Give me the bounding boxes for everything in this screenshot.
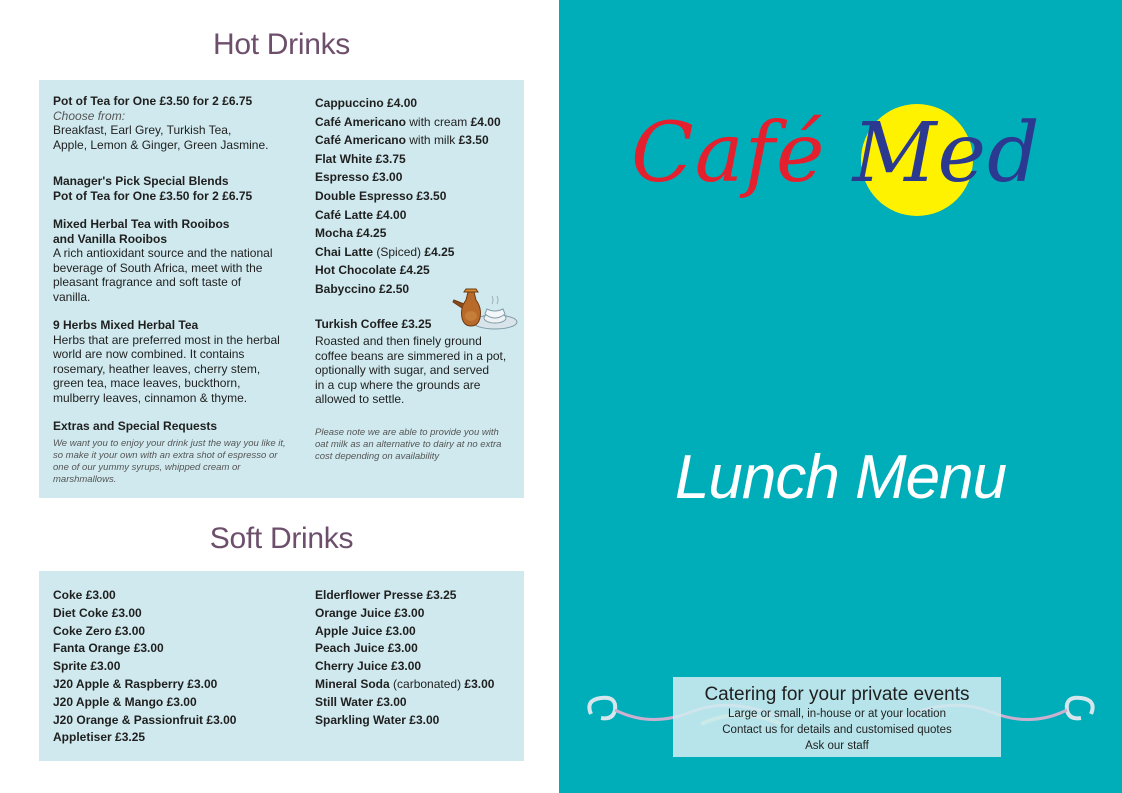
coffee-item <box>315 187 520 206</box>
soft-drink-item <box>53 623 293 641</box>
nine-herbs-desc-line: Herbs that are preferred most in the herbal <box>53 332 280 347</box>
coffee-item <box>315 243 520 262</box>
nine-herbs-desc-line: mulberry leaves, cinnamon & thyme. <box>53 390 248 405</box>
hot-drinks-panel <box>39 80 524 498</box>
coffee-name: Café Americano <box>315 114 406 129</box>
coffee-price: £3.50 <box>458 133 489 148</box>
tea-column <box>53 94 293 486</box>
drink-name: Fanta Orange <box>53 641 131 656</box>
drink-price: £3.00 <box>394 605 425 620</box>
coffee-name: Double Espresso <box>315 188 414 203</box>
coffee-name: Café Latte <box>315 207 374 222</box>
catering-box <box>673 677 1001 757</box>
managers-pick-title: Manager's Pick Special Blends <box>53 174 229 188</box>
herbal-tea-desc-line: beverage of South Africa, meet with the <box>53 260 263 275</box>
coffee-name: Mocha <box>315 226 354 241</box>
logo-med-word: Med <box>852 106 1041 201</box>
extras-title: Extras and Special Requests <box>53 419 218 433</box>
drink-price: £3.00 <box>187 676 218 691</box>
coffee-item <box>315 168 520 187</box>
soft-drink-item <box>315 658 520 676</box>
coffee-name: Hot Chocolate <box>315 263 397 278</box>
drink-price: £3.25 <box>115 730 146 745</box>
soft-drinks-panel <box>39 571 524 761</box>
drink-price: £3.00 <box>391 659 422 674</box>
drink-price: £3.00 <box>376 694 407 709</box>
coffee-name: Babyccino <box>315 281 376 296</box>
catering-title: Catering for your private events <box>704 684 970 705</box>
coffee-list <box>315 94 520 299</box>
coffee-price: £4.25 <box>399 263 430 278</box>
herbal-tea-desc-line: pleasant fragrance and soft taste of <box>53 275 242 289</box>
coffee-note: with cream <box>409 114 468 129</box>
soft-drink-item <box>53 640 293 658</box>
coffee-price: £2.50 <box>379 281 410 296</box>
drink-name: J20 Orange & Passionfruit <box>53 712 204 727</box>
soft-drinks-title: Soft Drinks <box>209 522 354 555</box>
coffee-name: Cappuccino <box>315 96 384 110</box>
oat-milk-note-line: Please note we are able to provide you with <box>315 426 499 438</box>
drink-price: £3.00 <box>206 712 237 727</box>
soft-drink-item <box>315 605 520 623</box>
soft-drink-item <box>315 676 520 694</box>
herbal-tea-desc-line: A rich antioxidant source and the national <box>53 246 273 260</box>
drink-name: Sparkling Water <box>315 712 406 727</box>
turkish-coffee-pot-icon <box>452 278 518 332</box>
hot-drinks-title: Hot Drinks <box>212 28 351 61</box>
coffee-price: £3.50 <box>416 188 447 203</box>
nine-herbs-desc-line: green tea, mace leaves, buckthorn, <box>53 376 241 390</box>
tea-pot-title: Pot of Tea for One £3.50 for 2 £6.75 <box>53 94 253 108</box>
drink-name: Still Water <box>315 694 374 709</box>
coffee-name: Espresso <box>315 170 370 185</box>
drink-name: Apple Juice <box>315 623 383 638</box>
soft-drink-item <box>53 605 293 623</box>
nine-herbs-desc-line: rosemary, heather leaves, cherry stem, <box>53 361 261 376</box>
drink-price: £3.00 <box>387 641 418 656</box>
drink-price: £3.25 <box>426 588 457 602</box>
drink-name: Diet Coke <box>53 605 109 620</box>
soft-drink-item <box>315 640 520 658</box>
logo-cafe-word: Café <box>631 106 826 201</box>
lunch-menu-heading: Lunch Menu <box>674 443 1007 512</box>
coffee-item <box>315 150 520 169</box>
herbal-tea-title: Mixed Herbal Tea with Rooibos <box>53 217 230 231</box>
tea-options-line: Breakfast, Earl Grey, Turkish Tea, <box>53 123 232 137</box>
nine-herbs-desc-line: world are now combined. It contains <box>53 347 245 361</box>
turkish-coffee-title: Turkish Coffee £3.25 <box>315 316 432 331</box>
drink-name: Coke Zero <box>53 623 112 638</box>
drink-name: J20 Apple & Mango <box>53 694 164 709</box>
drink-name: Appletiser <box>53 730 112 745</box>
extras-desc-line: so make it your own with an extra shot of espresso or <box>53 449 278 461</box>
coffee-name: Café Americano <box>315 133 406 148</box>
drink-price: £3.00 <box>111 605 142 620</box>
herbal-tea-desc-line: vanilla. <box>53 289 91 304</box>
menu-cover-page <box>559 0 1122 793</box>
soft-drink-item <box>53 587 293 605</box>
soft-drink-item <box>315 623 520 641</box>
drink-price: £3.00 <box>115 623 146 638</box>
coffee-price: £4.00 <box>387 96 418 110</box>
coffee-item <box>315 224 520 243</box>
coffee-price: £3.75 <box>375 151 406 166</box>
oat-milk-note-line: oat milk as an alternative to dairy at no extra <box>315 438 502 450</box>
herbal-tea-title: and Vanilla Rooibos <box>53 231 168 246</box>
drink-price: £3.00 <box>133 641 164 656</box>
extras-desc-line: We want you to enjoy your drink just the way you like it, <box>53 437 286 449</box>
catering-line: Contact us for details and customised quotes <box>722 724 952 736</box>
cafe-med-logo <box>629 90 1059 230</box>
coffee-item <box>315 113 520 132</box>
drink-name: Cherry Juice <box>315 659 388 674</box>
coffee-name: Chai Latte <box>315 244 374 259</box>
drink-price: £3.00 <box>166 694 197 709</box>
soft-drink-item <box>53 658 293 676</box>
soft-drink-item <box>315 587 520 605</box>
soft-drink-item <box>53 729 293 747</box>
drink-name: Mineral Soda <box>315 676 390 691</box>
turkish-desc-line: optionally with sugar, and served <box>315 363 490 378</box>
drink-price: £3.00 <box>464 676 495 691</box>
turkish-desc-line: in a cup where the grounds are <box>315 377 481 392</box>
logo-wordmark <box>631 104 1041 204</box>
extras-desc-line: marshmallows. <box>53 473 117 485</box>
coffee-price: £4.25 <box>424 244 455 259</box>
coffee-note: with milk <box>409 133 456 148</box>
drink-name: Sprite <box>53 659 88 674</box>
drink-price: £3.00 <box>90 659 121 674</box>
coffee-price: £4.00 <box>376 207 407 222</box>
catering-line: Ask our staff <box>805 740 869 752</box>
drink-price: £3.00 <box>85 588 116 602</box>
drink-name: Peach Juice <box>315 641 385 656</box>
soft-drinks-right-column <box>315 587 520 729</box>
coffee-price: £4.25 <box>356 226 387 241</box>
turkish-desc-line: allowed to settle. <box>315 392 405 407</box>
drink-name: Elderflower Presse <box>315 588 424 602</box>
drink-price: £3.00 <box>409 712 440 727</box>
soft-drink-item <box>315 712 520 730</box>
drink-note: (carbonated) <box>393 676 462 691</box>
managers-pick-price: Pot of Tea for One £3.50 for 2 £6.75 <box>53 188 253 203</box>
coffee-note: (Spiced) <box>376 244 422 259</box>
drink-price: £3.00 <box>385 623 416 638</box>
tea-choose-label: Choose from: <box>53 108 126 123</box>
tea-options-line: Apple, Lemon & Ginger, Green Jasmine. <box>53 137 269 152</box>
soft-drink-item <box>53 712 293 730</box>
drink-name: Orange Juice <box>315 605 392 620</box>
soft-drink-item <box>53 676 293 694</box>
drink-name: Coke <box>53 588 83 602</box>
coffee-item <box>315 94 520 113</box>
coffee-item <box>315 206 520 225</box>
soft-drink-item <box>315 694 520 712</box>
catering-line: Large or small, in-house or at your location <box>728 708 946 720</box>
coffee-item <box>315 131 520 150</box>
drink-name: J20 Apple & Raspberry <box>53 676 184 691</box>
nine-herbs-title: 9 Herbs Mixed Herbal Tea <box>53 318 199 332</box>
oat-milk-note-line: cost depending on availability <box>315 450 440 462</box>
turkish-desc-line: Roasted and then finely ground <box>315 334 482 349</box>
soft-drink-item <box>53 694 293 712</box>
soft-drinks-left-column <box>53 587 293 747</box>
menu-inner-page <box>0 0 559 793</box>
turkish-desc-line: coffee beans are simmered in a pot, <box>315 348 507 363</box>
extras-desc-line: one of our yummy syrups, whipped cream or <box>53 461 241 473</box>
coffee-name: Flat White <box>315 151 373 166</box>
coffee-price: £3.00 <box>372 170 403 185</box>
coffee-price: £4.00 <box>470 114 501 129</box>
